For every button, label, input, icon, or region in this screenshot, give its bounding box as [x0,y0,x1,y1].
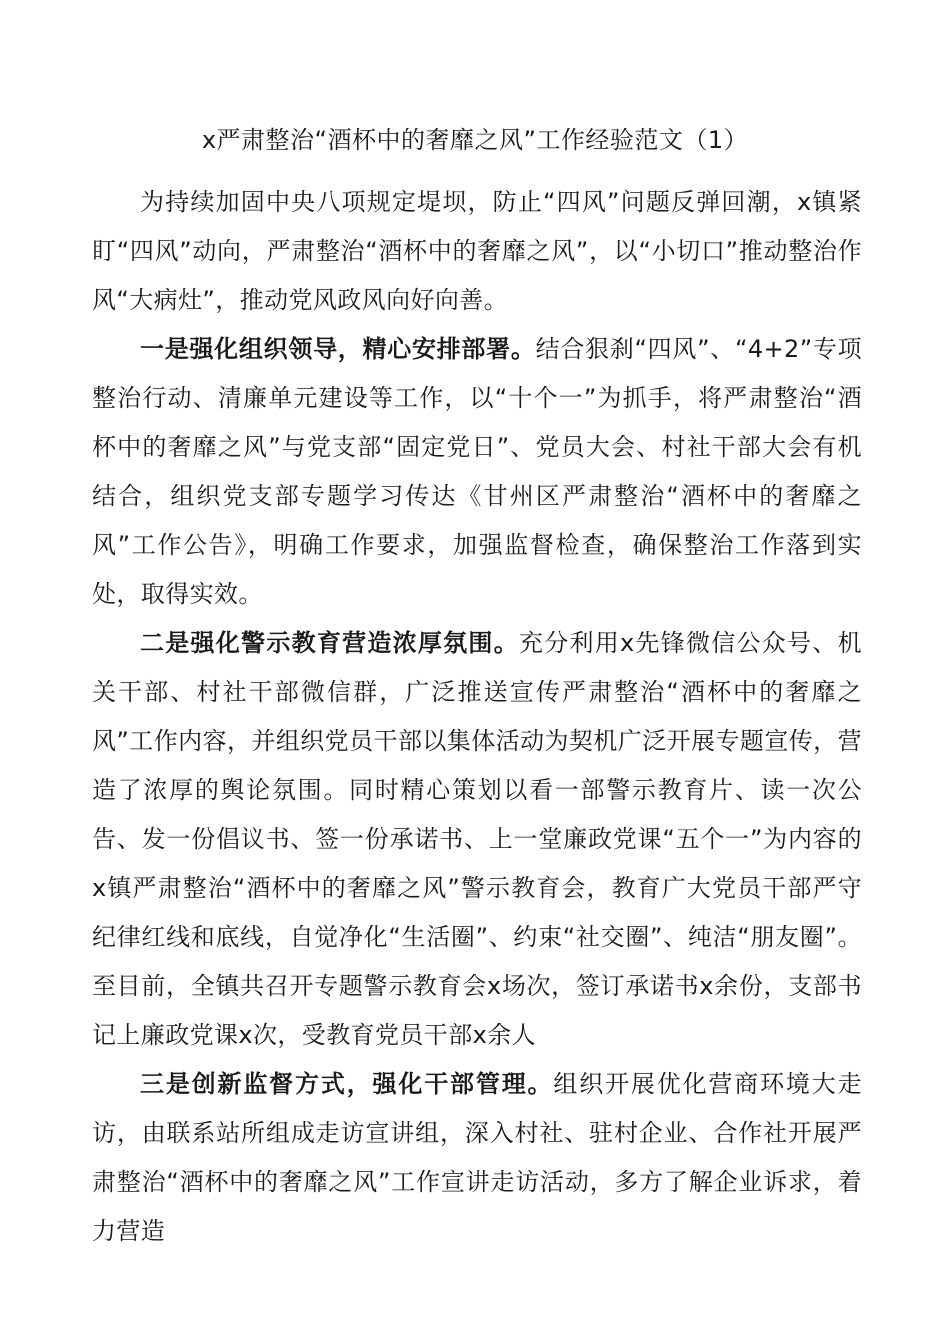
section-three-heading: 三是创新监督方式，强化干部管理。 [140,1070,554,1098]
document-title: x严肃整治“酒杯中的奢靡之风”工作经验范文（1） [201,126,749,154]
section-two-paragraph [92,619,862,1060]
section-three-paragraph [92,1060,862,1256]
paragraph-text: 结合狠刹“四风”、“4+2”专项整治行动、清廉单元建设等工作，以“十个一”为抓手，将严肃整治“酒杯中的奢靡之风”与党支部“固定党日”、党员大会、村社干部大会有机结合，组织党支部专题学习传达《甘州区严肃整治“酒杯中的奢靡之风”工作公告》，明确工作要求，加强监督检查，确保整治工作落到实处，取得实效。 [92,335,862,608]
section-one-paragraph [92,325,862,619]
paragraph-text: 组织开展优化营商环境大走访，由联系站所组成走访宣讲组，深入村社、驻村企业、合作社开展严肃整治“酒杯中的奢靡之风”工作宣讲走访活动，多方了解企业诉求，着力营造 [92,1070,862,1245]
section-one-heading: 一是强化组织领导，精心安排部署。 [140,335,536,363]
document-body [92,178,862,1256]
paragraph-text: 为持续加固中央八项规定堤坝，防止“四风”问题反弹回潮，x镇紧盯“四风”动向，严肃整治“酒杯中的奢靡之风”，以“小切口”推动整治作风“大病灶”，推动党风政风向好向善。 [92,188,862,314]
paragraph-text: 充分利用x先锋微信公众号、机关干部、村社干部微信群，广泛推送宣传严肃整治“酒杯中的奢靡之风”工作内容，并组织党员干部以集体活动为契机广泛开展专题宣传，营造了浓厚的舆论氛围。同时精心策划以看一部警示教育片、读一次公告、发一份倡议书、签一份承诺书、上一堂廉政党课“五个一”为内容的x镇严肃整治“酒杯中的奢靡之风”警示教育会，教育广大党员干部严守纪律红线和底线，自觉净化“生活圈”、约束“社交圈”、纯洁“朋友圈”。至目前，全镇共召开专题警示教育会x场次，签订承诺书x余份，支部书记上廉政党课x次，受教育党员干部x余人 [92,629,863,1049]
section-two-heading: 二是强化警示教育营造浓厚氛围。 [140,629,519,657]
intro-paragraph [92,178,862,325]
